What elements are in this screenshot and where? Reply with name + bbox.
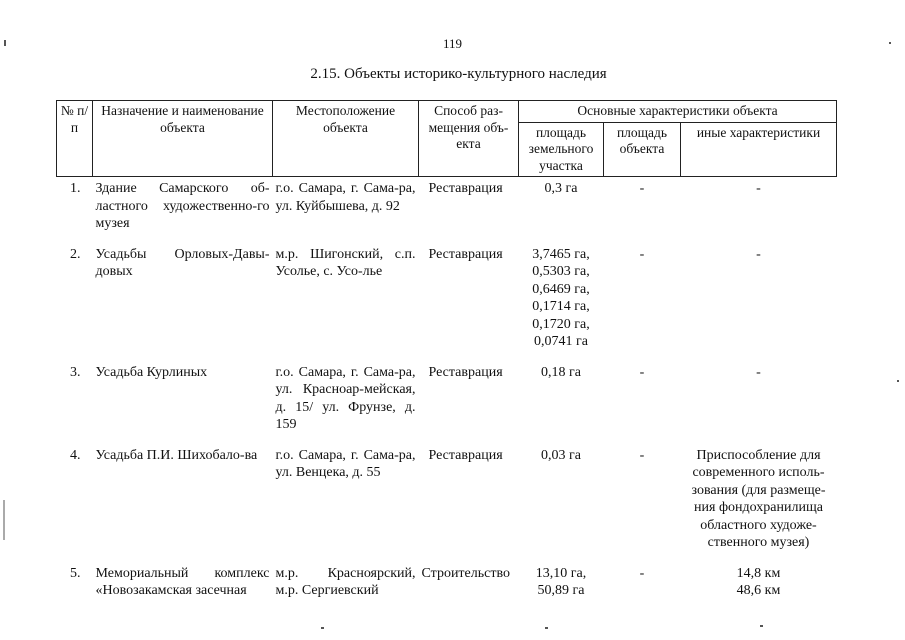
object-area: - — [639, 181, 645, 196]
other-value: 48,6 км — [736, 583, 781, 598]
land-area — [519, 361, 604, 444]
scan-speck — [3, 500, 5, 540]
object-name: Усадьба П.И. Шихобало-ва — [95, 447, 258, 463]
land-area-value: 3,7465 га, — [532, 246, 590, 262]
table-row — [57, 562, 837, 610]
header-method: Способ раз-мещения объ-екта — [419, 101, 519, 177]
land-area-value: 0,1714 га, — [532, 299, 590, 314]
land-area — [519, 243, 604, 361]
object-location: м.р. Красноярский, м.р. Сергиевский — [275, 565, 416, 598]
object-location: г.о. Самара, г. Сама-ра, ул. Красноар-мейская, д. 15/ ул. Фрунзе, д. 159 — [275, 364, 416, 432]
row-num: 5. — [70, 565, 81, 581]
placement-method: Реставрация — [428, 364, 503, 380]
object-location: г.о. Самара, г. Сама-ра, ул. Венцека, д. 55 — [275, 447, 416, 480]
land-area-value: 13,10 га, — [535, 565, 587, 581]
other-characteristics: - — [756, 181, 761, 196]
object-area: - — [639, 447, 645, 463]
placement-method: Реставрация — [428, 246, 503, 262]
scan-speck — [545, 627, 548, 629]
page-number: 119 — [442, 36, 463, 51]
land-area-value: 0,5303 га, — [532, 264, 590, 279]
table-row — [57, 177, 837, 243]
object-name: Здание Самарского об-ластного художественно-го музея — [95, 181, 270, 231]
header-land-area: площадь земельного участка — [519, 122, 604, 177]
land-area-value: 0,18 га — [541, 364, 581, 380]
table-row — [57, 444, 837, 562]
header-main-characteristics: Основные характеристики объекта — [519, 101, 837, 123]
section-title: 2.15. Объекты историко-культурного наследия — [310, 66, 607, 82]
table-row — [57, 361, 837, 444]
land-area-value: 0,03 га — [541, 447, 581, 463]
object-area: - — [639, 246, 645, 262]
land-area-value: 50,89 га — [537, 583, 585, 598]
land-area — [519, 177, 604, 243]
land-area-value: 0,6469 га, — [532, 281, 590, 297]
placement-method: Строительство — [421, 565, 510, 581]
row-num: 4. — [70, 447, 81, 463]
header-location: Местоположение объекта — [273, 101, 419, 177]
header-object-area: площадь объекта — [604, 122, 681, 177]
header-num: № п/п — [57, 101, 93, 177]
land-area-value: 0,1720 га, — [532, 316, 590, 332]
object-name: Усадьбы Орловых-Давы-довых — [95, 246, 270, 279]
header-name: Назначение и наименование объекта — [93, 101, 273, 177]
row-num: 3. — [70, 364, 81, 380]
land-area — [519, 444, 604, 562]
land-area-value: 0,3 га — [544, 181, 578, 196]
object-area: - — [639, 364, 645, 380]
heritage-objects-table — [56, 100, 837, 610]
other-characteristics: - — [756, 246, 761, 262]
scan-speck — [897, 380, 899, 382]
row-num: 1. — [70, 181, 81, 196]
scan-speck — [889, 42, 891, 44]
object-name: Мемориальный комплекс «Новозакамская засечная — [95, 565, 270, 598]
other-value: 14,8 км — [736, 565, 781, 581]
scan-speck — [760, 625, 763, 627]
object-location: м.р. Шигонский, с.п. Усолье, с. Усо-лье — [275, 246, 416, 279]
object-name: Усадьба Курлиных — [95, 364, 208, 380]
object-location: г.о. Самара, г. Сама-ра, ул. Куйбышева, д. 92 — [275, 181, 416, 214]
header-other: иные характеристики — [681, 122, 837, 177]
other-characteristics: - — [756, 364, 761, 380]
scan-speck — [4, 40, 6, 46]
land-area — [519, 562, 604, 610]
other-characteristics — [681, 562, 837, 610]
land-area-value: 0,0741 га — [534, 334, 588, 349]
table-row — [57, 243, 837, 361]
placement-method: Реставрация — [428, 447, 503, 463]
other-characteristics: Приспособление для современного исполь-зования (для размеще-ния фондохранилища областного художе-ственного музея) — [691, 447, 826, 550]
placement-method: Реставрация — [428, 181, 503, 196]
object-area: - — [639, 565, 645, 581]
row-num: 2. — [70, 246, 81, 262]
scan-speck — [321, 627, 324, 629]
